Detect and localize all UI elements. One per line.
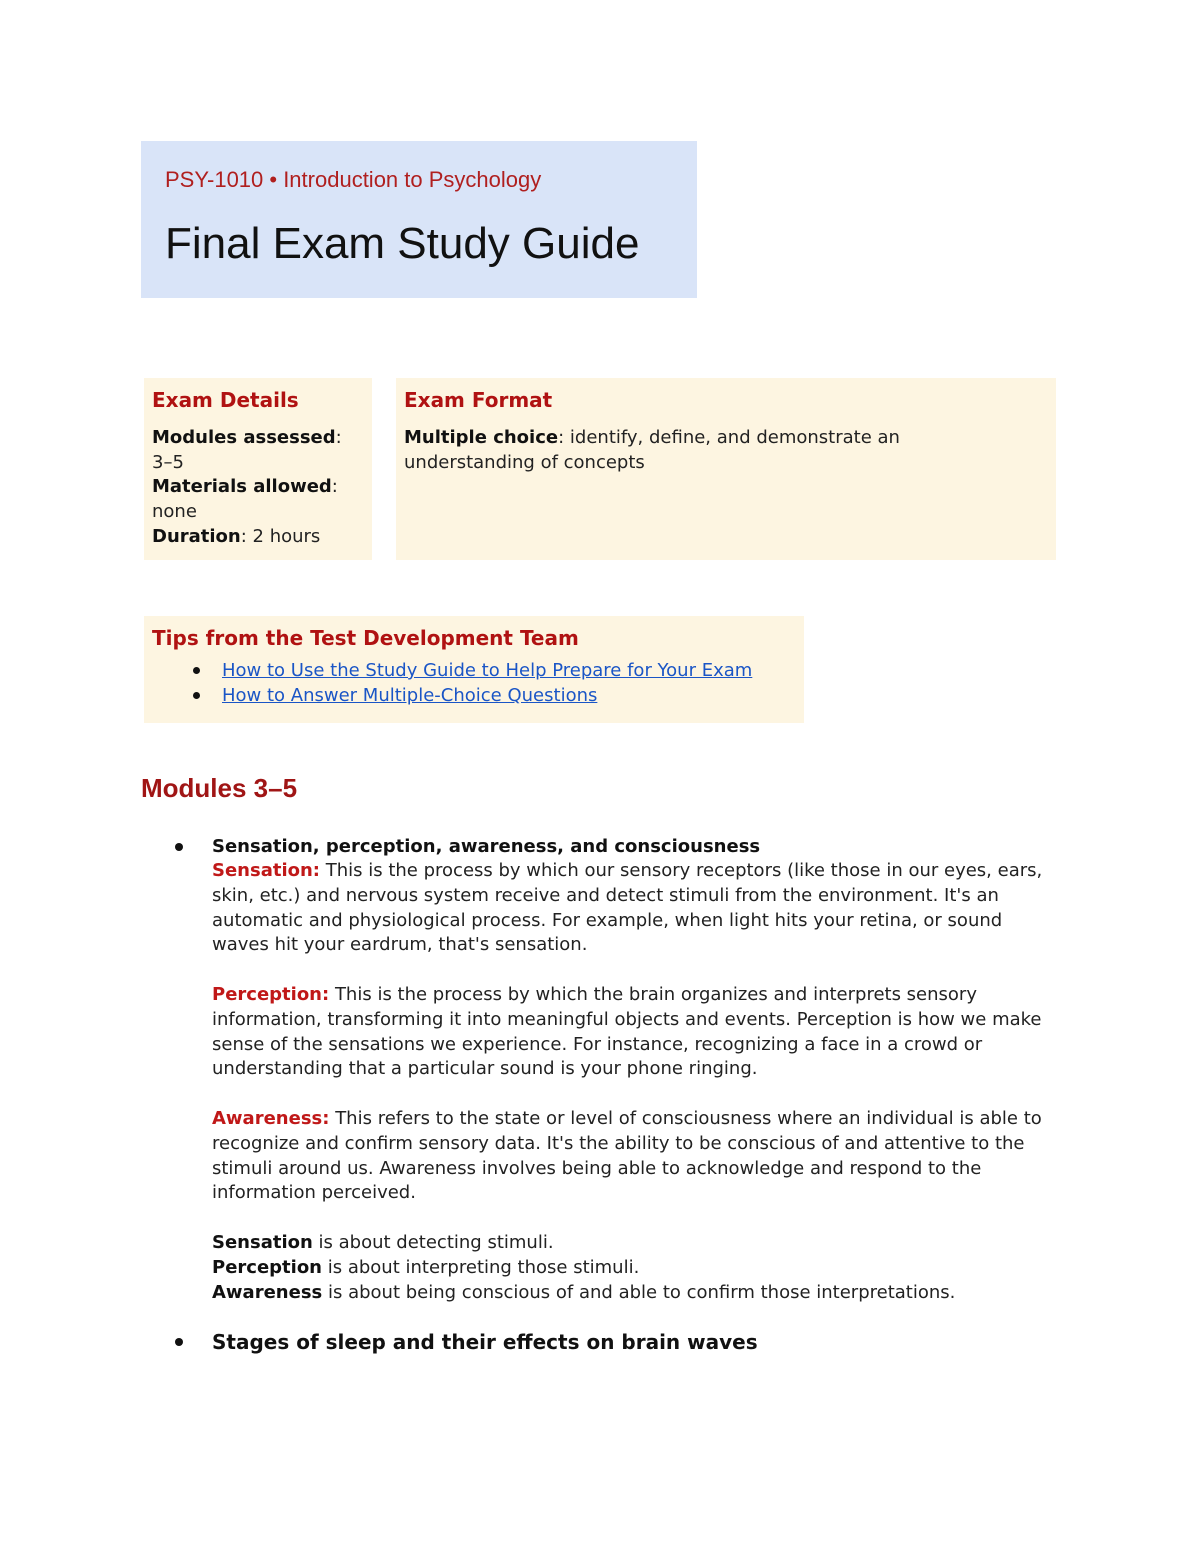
list-item (152, 683, 796, 708)
definition-term: Perception: (212, 983, 330, 1005)
exam-details-heading: Exam Details (152, 388, 299, 412)
topics-list (0, 834, 1200, 1355)
exam-format-label: Multiple choice (404, 427, 559, 448)
modules-assessed-row: Modules assessed: 3–5 (152, 427, 342, 473)
summary-term: Perception (212, 1256, 322, 1278)
definition-text: This refers to the state or level of consciousness where an individual is able to recognize and confirm sensory data. It's the ability to be conscious of and attentive to the stimuli around us. Awareness involves being able to acknowledge and respond to the information perceived. (212, 1107, 1042, 1204)
duration-value: 2 hours (252, 525, 321, 547)
summary-term: Awareness (212, 1281, 323, 1303)
list-item (152, 658, 796, 683)
topic-item (0, 834, 1060, 1305)
exam-format-value: identify, define, and demonstrate an understanding of concepts (404, 427, 900, 473)
topic-item (0, 1329, 1060, 1355)
modules-assessed-value: 3–5 (152, 451, 184, 473)
course-code: PSY-1010 • Introduction to Psychology (165, 167, 542, 192)
definition-term: Sensation: (212, 860, 320, 881)
page-title: Final Exam Study Guide (165, 219, 640, 268)
summary-line (212, 1231, 1060, 1256)
topic-title: Sensation, perception, awareness, and consciousness (212, 836, 761, 857)
tips-heading: Tips from the Test Development Team (152, 626, 579, 650)
bullet-icon (175, 843, 183, 851)
summary-line (212, 1256, 1060, 1281)
exam-format-content: Multiple choice: identify, define, and demonstrate an understanding of concepts (404, 427, 900, 473)
study-guide-link[interactable]: How to Use the Study Guide to Help Prepare for Your Exam (222, 660, 753, 681)
summary-text: is about being conscious of and able to confirm those interpretations. (327, 1281, 956, 1303)
exam-format-heading: Exam Format (404, 388, 553, 412)
bullet-icon (193, 692, 200, 699)
definition-text: This is the process by which the brain organizes and interprets sensory information, transforming it into meaningful objects and events. Perception is how we make sense of the sensations we experience. For instance, recognizing a face in a crowd or understanding that a particular sound is your phone ringing. (212, 983, 1042, 1080)
definition-term: Awareness: (212, 1107, 330, 1129)
modules-assessed-label: Modules assessed (152, 427, 336, 448)
bullet-icon (175, 1338, 183, 1346)
bullet-icon (193, 667, 200, 674)
topic-title: Stages of sleep and their effects on brain waves (212, 1330, 758, 1355)
header-banner (141, 141, 697, 298)
exam-details-content (152, 426, 364, 550)
modules-heading: Modules 3–5 (141, 773, 298, 803)
summary-line (212, 1281, 1060, 1306)
exam-format-box (396, 378, 1056, 560)
definition-text: This is the process by which our sensory receptors (like those in our eyes, ears, skin, etc.) and nervous system receive and detect stimuli from the environment. It's an automatic and physiological process. For example, when light hits your retina, or sound waves hit your eardrum, that's sensation. (212, 860, 1043, 956)
summary-text: is about interpreting those stimuli. (327, 1256, 640, 1278)
duration-label: Duration (152, 525, 241, 547)
tips-box (144, 616, 804, 723)
summary-text: is about detecting stimuli. (318, 1231, 554, 1253)
definition-sensation (212, 859, 1062, 958)
summary-term: Sensation (212, 1231, 313, 1253)
exam-details-box (144, 378, 372, 560)
materials-allowed-row: Materials allowed: none (152, 476, 338, 523)
multiple-choice-link[interactable]: How to Answer Multiple-Choice Questions (222, 685, 598, 706)
duration-row: Duration: 2 hours (152, 525, 321, 547)
materials-allowed-label: Materials allowed (152, 476, 332, 498)
definition-perception (212, 983, 1062, 1082)
tips-list (152, 658, 796, 708)
materials-allowed-value: none (152, 501, 197, 523)
definition-awareness (212, 1107, 1062, 1206)
summary-block (212, 1231, 1060, 1305)
